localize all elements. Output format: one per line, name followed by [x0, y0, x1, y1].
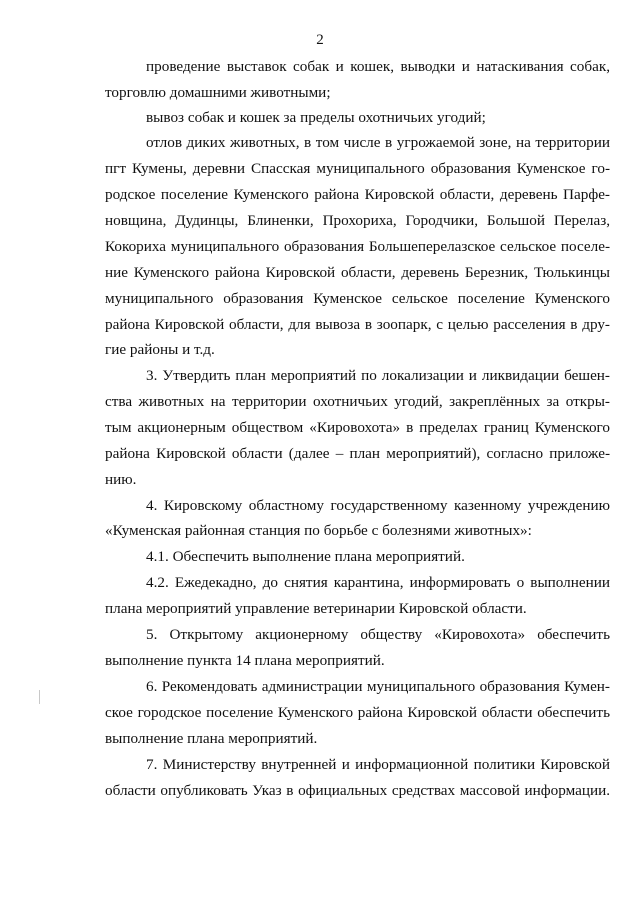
text-line: 4.2. Ежедекадно, до снятия карантина, информировать о выполнении: [146, 574, 610, 591]
text-line: отлов диких животных, в том числе в угрожаемой зоне, на территории: [146, 134, 610, 151]
text-line: выполнение пункта 14 плана мероприятий.: [105, 652, 385, 669]
page-number: 2: [316, 32, 324, 48]
text-line: муниципального образования Куменское сельское поселение Куменского: [105, 290, 610, 307]
text-line: нию.: [105, 471, 137, 488]
text-line: пгт Кумены, деревни Спасская муниципального образования Куменское го-: [105, 160, 610, 177]
text-line: «Куменская районная станция по борьбе с болезнями животных»:: [105, 522, 532, 539]
text-line: ское городское поселение Куменского района Кировской области обеспечить: [105, 704, 610, 721]
text-line: вывоз собак и кошек за пределы охотничьих угодий;: [146, 109, 486, 126]
text-line: 6. Рекомендовать администрации муниципального образования Кумен-: [146, 678, 610, 695]
text-line: тым акционерным обществом «Кировохота» в пределах границ Куменского: [105, 419, 610, 436]
text-line: гие районы и т.д.: [105, 341, 215, 358]
text-line: ние Куменского района Кировской области, деревень Березник, Тюлькинцы: [105, 264, 610, 281]
scan-margin-mark: [39, 690, 40, 704]
text-line: выполнение плана мероприятий.: [105, 730, 318, 747]
text-line: ства животных на территории охотничьих угодий, закреплённых за откры-: [105, 393, 610, 410]
text-line: 5. Открытому акционерному обществу «Кировохота» обеспечить: [146, 626, 610, 643]
text-line: 4.1. Обеспечить выполнение плана мероприятий.: [146, 548, 465, 565]
text-line: торговлю домашними животными;: [105, 84, 331, 101]
text-line: новщина, Дудинцы, Блиненки, Прохориха, Городчики, Большой Перелаз,: [105, 212, 610, 229]
text-line: 3. Утвердить план мероприятий по локализации и ликвидации бешен-: [146, 367, 610, 384]
text-line: проведение выставок собак и кошек, выводки и натаскивания собак,: [146, 58, 610, 75]
text-line: родское поселение Куменского района Кировской области, деревень Парфе-: [105, 186, 610, 203]
text-line: области опубликовать Указ в официальных средствах массовой информации.: [105, 782, 610, 799]
text-line: района Кировской области (далее – план мероприятий), согласно приложе-: [105, 445, 610, 462]
text-line: 7. Министерству внутренней и информационной политики Кировской: [146, 756, 610, 773]
text-line: района Кировской области, для вывоза в зоопарк, с целью расселения в дру-: [105, 316, 610, 333]
text-line: 4. Кировскому областному государственному казенному учреждению: [146, 497, 610, 514]
text-line: плана мероприятий управление ветеринарии Кировской области.: [105, 600, 527, 617]
text-line: Кокориха муниципального образования Большеперелазское сельское поселе-: [105, 238, 610, 255]
